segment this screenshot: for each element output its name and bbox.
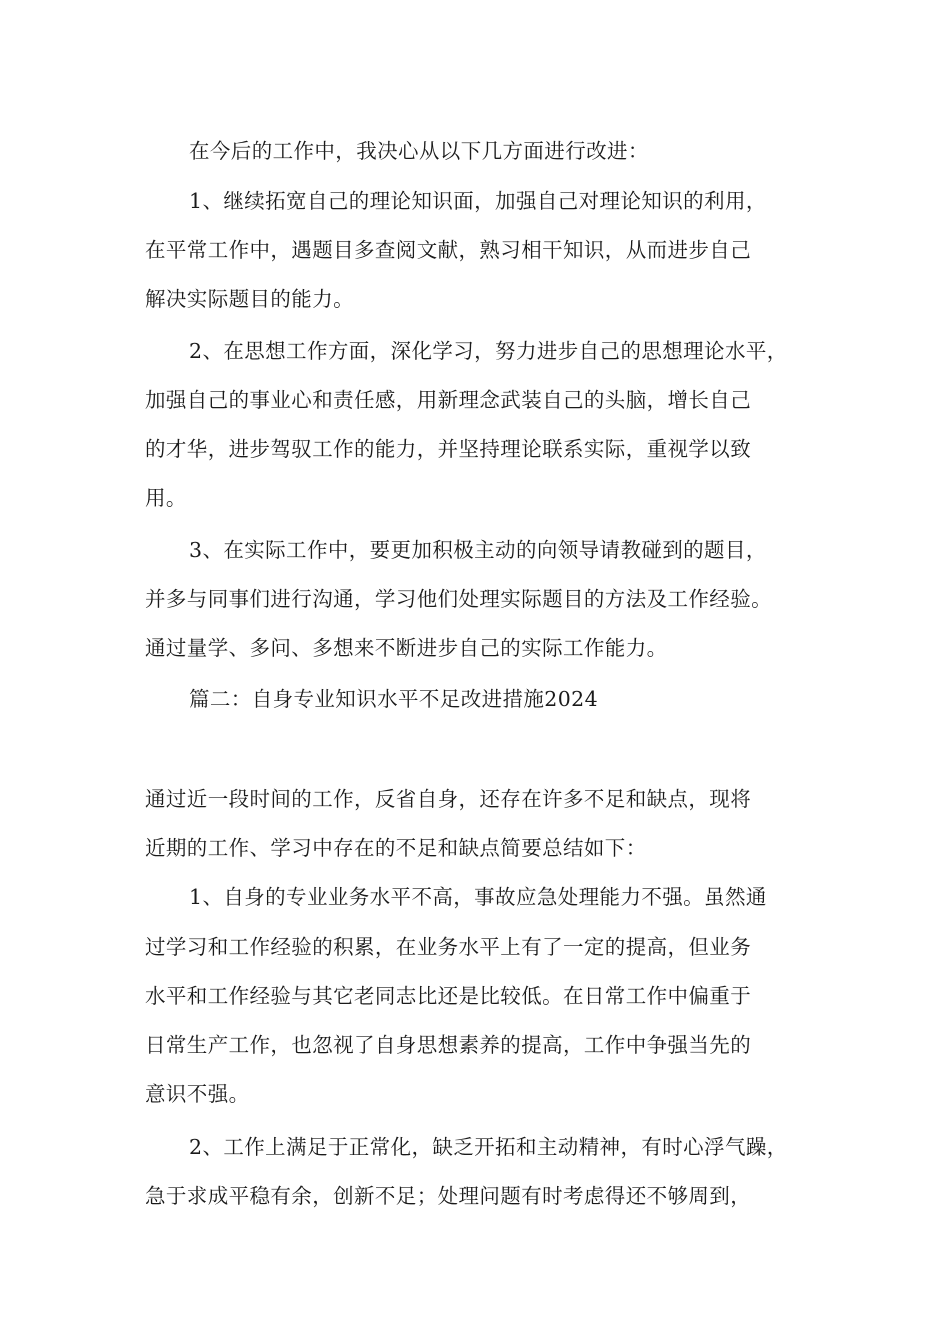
paragraph-line: 急于求成平稳有余，创新不足；处理问题有时考虑得还不够周到， bbox=[145, 1184, 752, 1208]
paragraph-line: 过学习和工作经验的积累，在业务水平上有了一定的提高，但业务 bbox=[145, 935, 752, 959]
paragraph-line: 通过近一段时间的工作，反省自身，还存在许多不足和缺点，现将 bbox=[145, 787, 752, 811]
paragraph-line: 用。 bbox=[145, 486, 187, 510]
paragraph-line: 的才华，进步驾驭工作的能力，并坚持理论联系实际，重视学以致 bbox=[145, 437, 752, 461]
paragraph-line: 解决实际题目的能力。 bbox=[145, 287, 354, 311]
paragraph-line: 3、在实际工作中，要更加积极主动的向领导请教碰到的题目， bbox=[189, 538, 767, 562]
section-heading: 篇二：自身专业知识水平不足改进措施2024 bbox=[189, 687, 599, 711]
paragraph-line: 在今后的工作中，我决心从以下几方面进行改进： bbox=[189, 139, 649, 163]
paragraph-line: 近期的工作、学习中存在的不足和缺点简要总结如下： bbox=[145, 836, 647, 860]
paragraph-line: 2、工作上满足于正常化，缺乏开拓和主动精神，有时心浮气躁， bbox=[189, 1135, 788, 1159]
paragraph-line: 在平常工作中，遇题目多查阅文献，熟习相干知识，从而进步自己 bbox=[145, 238, 752, 262]
paragraph-line: 加强自己的事业心和责任感，用新理念武装自己的头脑，增长自己 bbox=[145, 388, 752, 412]
paragraph-line: 意识不强。 bbox=[145, 1082, 250, 1106]
paragraph-line: 通过量学、多问、多想来不断进步自己的实际工作能力。 bbox=[145, 636, 668, 660]
paragraph-line: 日常生产工作，也忽视了自身思想素养的提高，工作中争强当先的 bbox=[145, 1033, 752, 1057]
paragraph-line: 1、继续拓宽自己的理论知识面，加强自己对理论知识的利用， bbox=[189, 189, 767, 213]
paragraph-line: 并多与同事们进行沟通，学习他们处理实际题目的方法及工作经验。 bbox=[145, 587, 772, 611]
paragraph-line: 2、在思想工作方面，深化学习，努力进步自己的思想理论水平， bbox=[189, 339, 788, 363]
paragraph-line: 水平和工作经验与其它老同志比还是比较低。在日常工作中偏重于 bbox=[145, 984, 752, 1008]
paragraph-line: 1、自身的专业业务水平不高，事故应急处理能力不强。虽然通 bbox=[189, 885, 767, 909]
